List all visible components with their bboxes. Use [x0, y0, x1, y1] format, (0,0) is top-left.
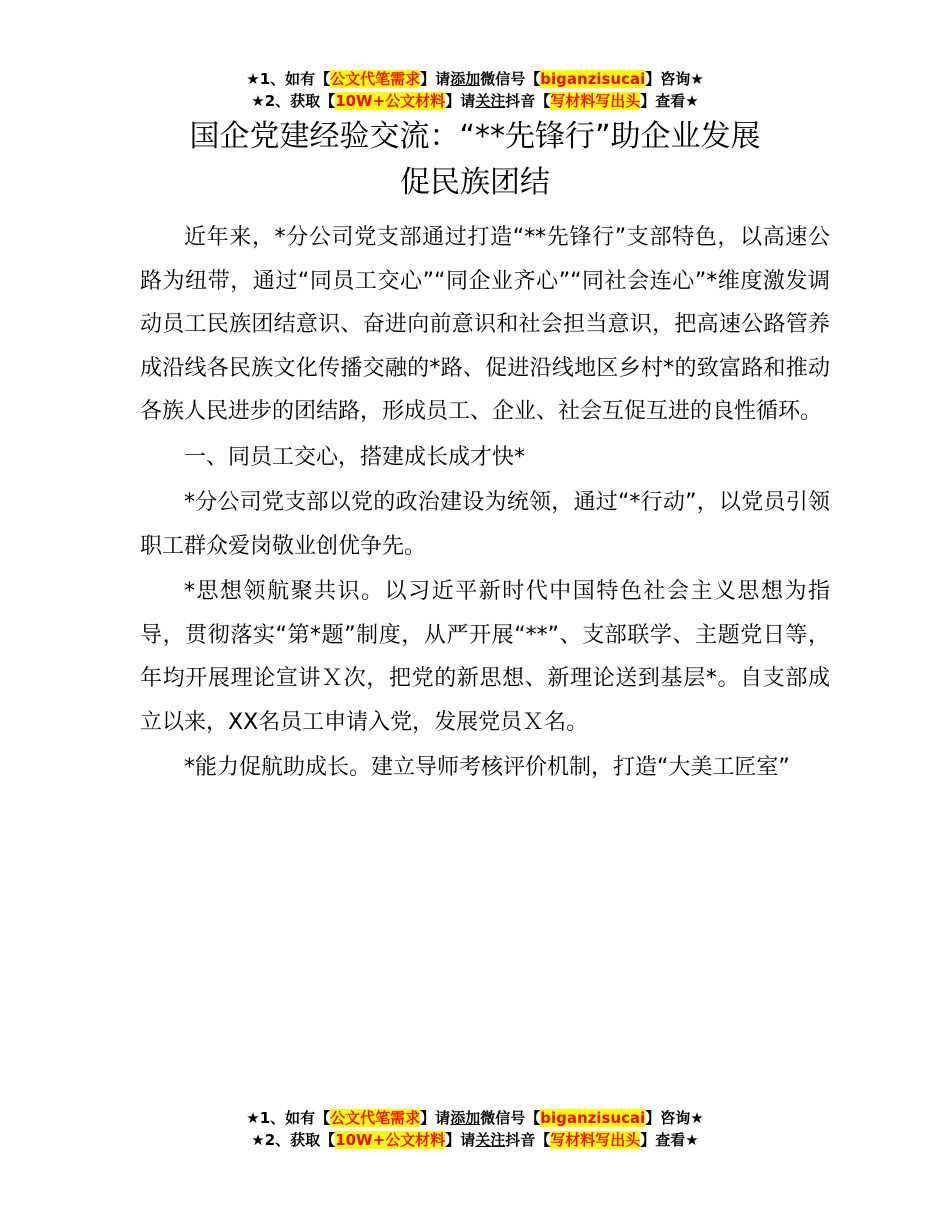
promo-text: 】咨询★ [645, 1109, 704, 1127]
promo-text: ★2、获取【 [251, 1131, 336, 1149]
promo-text: 】查看★ [640, 1131, 699, 1149]
promo-text: 抖音【 [505, 1131, 551, 1149]
promo-underlined: 关注 [475, 1131, 506, 1149]
paragraph: *能力促航助成长。建立导师考核评价机制，打造“大美工匠室” [184, 755, 790, 780]
promo-text: 微信号【 [480, 70, 541, 88]
promo-text: 】咨询★ [645, 70, 704, 88]
promo-text: ★2、获取【 [251, 92, 336, 110]
paragraph: 近年来，*分公司党支部通过打造“**先锋行”支部特色，以高速公路为纽带，通过“同员工交心”“同企业齐心”“同社会连心”*维度激发调动员工民族团结意识、奋进向前意识和社会担当意识，把高速公路管养成沿线各民族文化传播交融的*路、促进沿线地区乡村*的致富路和推动各族人民进步的团结路，形成员工、企业、社会互促互进的良性循环。 [140, 225, 830, 424]
promo-underlined: 关注 [475, 92, 506, 110]
promo-text: ★1、如有【 [246, 1109, 331, 1127]
promo-underlined: 添加 [450, 1109, 481, 1127]
promo-line-1 [0, 68, 950, 90]
document-body [140, 216, 830, 792]
promo-line-2 [0, 90, 950, 112]
promo-text: 】请 [420, 70, 451, 88]
promo-text: 】请 [445, 1131, 476, 1149]
footer-promo-banner [0, 1107, 950, 1151]
promo-highlight: biganzisucai [540, 1109, 646, 1127]
section-heading: 一、同员工交心，搭建成长成才快* [184, 444, 526, 470]
promo-text: 】查看★ [640, 92, 699, 110]
promo-underlined: 添加 [450, 70, 481, 88]
promo-highlight: 10W+公文材料 [335, 92, 446, 110]
promo-text: ★1、如有【 [246, 70, 331, 88]
promo-highlight: 写材料写出头 [550, 1131, 641, 1149]
promo-highlight: 10W+公文材料 [335, 1131, 446, 1149]
promo-line-2 [0, 1129, 950, 1151]
promo-highlight: 写材料写出头 [550, 92, 641, 110]
title-line-1: 国企党建经验交流：“**先锋行”助企业发展 [189, 119, 761, 154]
promo-text: 】请 [445, 92, 476, 110]
header-promo-banner [0, 68, 950, 112]
document-title [0, 114, 950, 206]
paragraph: *分公司党支部以党的政治建设为统领，通过“*行动”，以党员引领职工群众爱岗敬业创优争先。 [140, 490, 830, 559]
promo-text: 】请 [420, 1109, 451, 1127]
promo-highlight: biganzisucai [540, 70, 646, 88]
title-line-2: 促民族团结 [400, 165, 550, 200]
promo-line-1 [0, 1107, 950, 1129]
promo-highlight: 公文代笔需求 [330, 1109, 421, 1127]
promo-highlight: 公文代笔需求 [330, 70, 421, 88]
promo-text: 微信号【 [480, 1109, 541, 1127]
paragraph: *思想领航聚共识。以习近平新时代中国特色社会主义思想为指导，贯彻落实“第*题”制度，从严开展“**”、支部联学、主题党日等，年均开展理论宣讲Ｘ次，把党的新思想、新理论送到基层*。自支部成立以来，XX名员工申请入党，发展党员Ｘ名。 [140, 579, 830, 735]
promo-text: 抖音【 [505, 92, 551, 110]
